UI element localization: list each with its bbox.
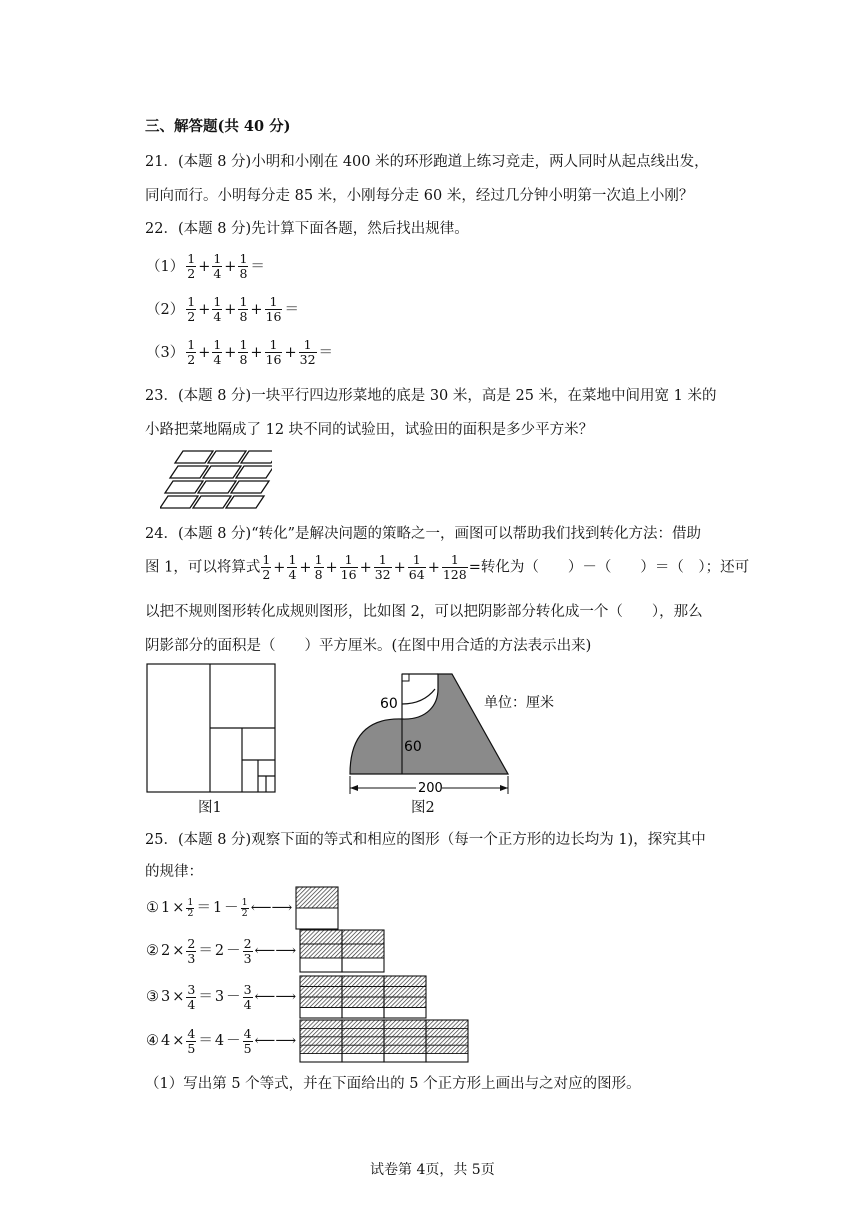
row-marker: ①: [146, 900, 159, 916]
fraction: [241, 898, 249, 919]
q24-figure-2: [340, 664, 580, 806]
denominator: 3: [187, 950, 196, 966]
test-plot-parallelogram: [193, 496, 231, 508]
denominator: 2: [187, 352, 196, 367]
squares-figure: [299, 975, 427, 1019]
q22-item: [145, 252, 266, 281]
numerator: 1: [340, 553, 358, 568]
numerator: 2: [243, 935, 252, 951]
fraction: [186, 898, 194, 919]
arrow-icon: ⟵⟶: [254, 943, 297, 959]
numerator: 1: [314, 552, 323, 567]
test-plot-parallelogram: [165, 481, 203, 493]
denominator: 2: [187, 309, 196, 324]
denominator: 4: [213, 352, 222, 367]
numerator: 1: [265, 295, 283, 310]
numerator: 1: [239, 251, 248, 266]
plus-sign: +: [325, 559, 338, 576]
numerator: 1: [187, 294, 196, 309]
q23-line1: 23．(本题 8 分)一块平行四边形菜地的底是 30 米，高是 25 米，在菜地中间用宽 1 米的: [145, 388, 717, 404]
test-plot-parallelogram: [175, 451, 213, 463]
shaded-part: [296, 887, 338, 908]
row-marker: ③: [146, 989, 159, 1005]
fraction: [238, 252, 248, 281]
equals-sign: ＝: [284, 301, 299, 318]
fraction: [374, 553, 392, 582]
numerator: 3: [243, 981, 252, 997]
numerator: 4: [243, 1025, 252, 1041]
q25-line2: 的规律：: [145, 864, 203, 880]
q22-item: [145, 338, 334, 367]
plus-sign: +: [427, 559, 440, 576]
denominator: 8: [314, 567, 323, 582]
denominator: 2: [241, 907, 248, 919]
q24-line3: 以把不规则图形转化成规则图形，比如图 2，可以把阴影部分转化成一个（ ），那么: [145, 604, 703, 620]
numerator: 1: [213, 337, 222, 352]
fraction: [261, 553, 271, 582]
row-marker: ④: [146, 1033, 159, 1049]
q23-field-figure: [160, 450, 272, 512]
denominator: 8: [239, 352, 248, 367]
denominator: 32: [299, 352, 316, 367]
fraction: [314, 553, 324, 582]
test-plot-parallelogram: [160, 496, 198, 508]
denominator: 4: [288, 567, 297, 582]
numerator: 2: [187, 935, 196, 951]
denominator: 2: [187, 907, 194, 919]
q24-line2-pre: 图 1，可以将算式: [145, 559, 261, 576]
arrow-icon: ⟵⟶: [254, 989, 297, 1005]
q24-line2-post: =转化为（ ）－（ ）＝（ ）；还可: [468, 559, 750, 576]
whole: 3: [214, 989, 225, 1005]
fraction: [238, 338, 248, 367]
denominator: 8: [239, 266, 248, 281]
test-plot-parallelogram: [203, 466, 241, 478]
fraction: [243, 1027, 253, 1056]
label-60-mid: 60: [404, 739, 422, 755]
fraction: [186, 983, 196, 1012]
test-plot-parallelogram: [208, 451, 246, 463]
q24-fraction-sum: [260, 552, 468, 582]
plus-sign: +: [224, 344, 237, 361]
fraction: [243, 983, 253, 1012]
label-200: 200: [418, 781, 443, 796]
q24-figure-1: [146, 663, 278, 795]
numerator: 1: [265, 338, 283, 353]
numerator: 1: [299, 338, 317, 353]
item-number: （2）: [146, 301, 185, 318]
fraction: [340, 553, 358, 582]
fraction: [186, 1027, 196, 1056]
denominator: 4: [213, 266, 222, 281]
item-number: （1）: [146, 258, 185, 275]
plus-sign: +: [273, 559, 286, 576]
numerator: 3: [187, 981, 196, 997]
label-60-top: 60: [380, 696, 398, 712]
q22-item: [145, 295, 300, 324]
item-number: （3）: [146, 344, 185, 361]
fraction: [287, 553, 297, 582]
times-sign: ×: [172, 1033, 185, 1049]
fraction: [186, 338, 196, 367]
q24-figure-1-caption: 图1: [198, 800, 222, 816]
fraction: [186, 937, 196, 966]
plus-sign: +: [393, 559, 406, 576]
row-marker: ②: [146, 943, 159, 959]
test-plot-parallelogram: [198, 481, 236, 493]
test-plot-parallelogram: [226, 496, 264, 508]
shaded-part: [300, 976, 426, 1008]
q25-equation-row: [145, 888, 339, 928]
numerator: 1: [288, 552, 297, 567]
fraction: [212, 252, 222, 281]
test-plot-parallelogram: [170, 466, 208, 478]
numerator: 1: [241, 896, 248, 908]
denominator: 3: [243, 950, 252, 966]
fraction: [442, 553, 468, 582]
denominator: 5: [243, 1040, 252, 1056]
q24-line1: 24．(本题 8 分)“转化”是解决问题的策略之一，画图可以帮助我们找到转化方法：借助: [145, 526, 702, 542]
unit-label: 单位：厘米: [484, 695, 554, 711]
test-plot-parallelogram: [241, 451, 272, 463]
plus-sign: +: [250, 301, 263, 318]
plus-sign: +: [359, 559, 372, 576]
minus-sign: －: [226, 943, 241, 959]
fraction: [186, 295, 196, 324]
q25-line1: 25．(本题 8 分)观察下面的等式和相应的图形（每一个正方形的边长均为 1)，探究其中: [145, 832, 706, 848]
equals-sign: ＝: [198, 1033, 213, 1049]
plus-sign: +: [198, 301, 211, 318]
test-plot-parallelogram: [236, 466, 272, 478]
q23-line2: 小路把菜地隔成了 12 块不同的试验田，试验田的面积是多少平方米？: [145, 422, 594, 438]
denominator: 5: [187, 1040, 196, 1056]
plus-sign: +: [250, 344, 263, 361]
equals-sign: ＝: [196, 900, 211, 916]
minus-sign: －: [226, 989, 241, 1005]
plus-sign: +: [299, 559, 312, 576]
numerator: 1: [442, 553, 468, 568]
minus-sign: －: [226, 1033, 241, 1049]
denominator: 4: [243, 996, 252, 1012]
denominator: 128: [442, 567, 467, 582]
times-sign: ×: [172, 943, 185, 959]
right-angle-mark: [402, 674, 409, 681]
minus-sign: －: [224, 900, 239, 916]
factor: 1: [161, 900, 171, 916]
fraction: [243, 937, 253, 966]
numerator: 1: [187, 251, 196, 266]
factor: 3: [161, 989, 171, 1005]
page-footer: 试卷第 4页，共 5页: [370, 1162, 495, 1178]
fraction: [408, 553, 426, 582]
equals-sign: ＝: [198, 989, 213, 1005]
times-sign: ×: [172, 900, 185, 916]
q25-equation-row: [145, 977, 427, 1017]
whole: 1: [212, 900, 223, 916]
fraction: [212, 338, 222, 367]
q25-sub1: （1）写出第 5 个等式，并在下面给出的 5 个正方形上画出与之对应的图形。: [145, 1076, 641, 1092]
fraction: [265, 338, 283, 367]
numerator: 1: [187, 896, 194, 908]
factor: 2: [161, 943, 171, 959]
denominator: 16: [265, 309, 282, 324]
q24-line4: 阴影部分的面积是（ ）平方厘米。(在图中用合适的方法表示出来): [145, 638, 592, 654]
denominator: 32: [374, 567, 391, 582]
equals-sign: ＝: [318, 344, 334, 361]
test-plot-parallelogram: [231, 481, 269, 493]
fraction: [299, 338, 317, 367]
numerator: 1: [213, 251, 222, 266]
fraction: [265, 295, 283, 324]
factor: 4: [161, 1033, 171, 1049]
q21-line1: 21．(本题 8 分)小明和小刚在 400 米的环形跑道上练习竞走，两人同时从起点线出发，: [145, 154, 709, 170]
shaded-region: [350, 674, 508, 774]
numerator: 1: [239, 337, 248, 352]
squares-figure: [299, 1019, 469, 1063]
denominator: 2: [187, 266, 196, 281]
numerator: 1: [187, 337, 196, 352]
denominator: 2: [262, 567, 271, 582]
arrow-icon: ⟵⟶: [254, 1033, 297, 1049]
fraction: [238, 295, 248, 324]
whole: 4: [214, 1033, 225, 1049]
q22-stem: 22．(本题 8 分)先计算下面各题，然后找出规律。: [145, 221, 469, 237]
denominator: 16: [265, 352, 282, 367]
q25-equation-row: [145, 1021, 469, 1061]
equals-sign: ＝: [198, 943, 213, 959]
plus-sign: +: [284, 344, 297, 361]
plus-sign: +: [224, 258, 237, 275]
q24-line2: [145, 553, 749, 582]
plus-sign: +: [198, 344, 211, 361]
denominator: 64: [408, 567, 425, 582]
numerator: 1: [239, 294, 248, 309]
plus-sign: +: [198, 258, 211, 275]
squares-figure: [299, 929, 385, 973]
equals-sign: ＝: [250, 258, 265, 275]
times-sign: ×: [172, 989, 185, 1005]
q25-equation-row: [145, 931, 385, 971]
fraction: [212, 295, 222, 324]
denominator: 16: [340, 567, 357, 582]
numerator: 1: [262, 552, 271, 567]
plus-sign: +: [224, 301, 237, 318]
q24-figure-2-caption: 图2: [411, 800, 435, 816]
numerator: 4: [187, 1025, 196, 1041]
numerator: 1: [374, 553, 392, 568]
numerator: 1: [408, 553, 426, 568]
denominator: 4: [213, 309, 222, 324]
whole: 2: [214, 943, 225, 959]
q21-line2: 同向而行。小明每分走 85 米，小刚每分走 60 米，经过几分钟小明第一次追上小刚？: [145, 188, 694, 204]
squares-figure: [295, 886, 339, 930]
fraction: [186, 252, 196, 281]
denominator: 4: [187, 996, 196, 1012]
section-title: 三、解答题(共 40 分): [145, 118, 291, 135]
numerator: 1: [213, 294, 222, 309]
denominator: 8: [239, 309, 248, 324]
arrow-icon: ⟵⟶: [250, 900, 293, 916]
